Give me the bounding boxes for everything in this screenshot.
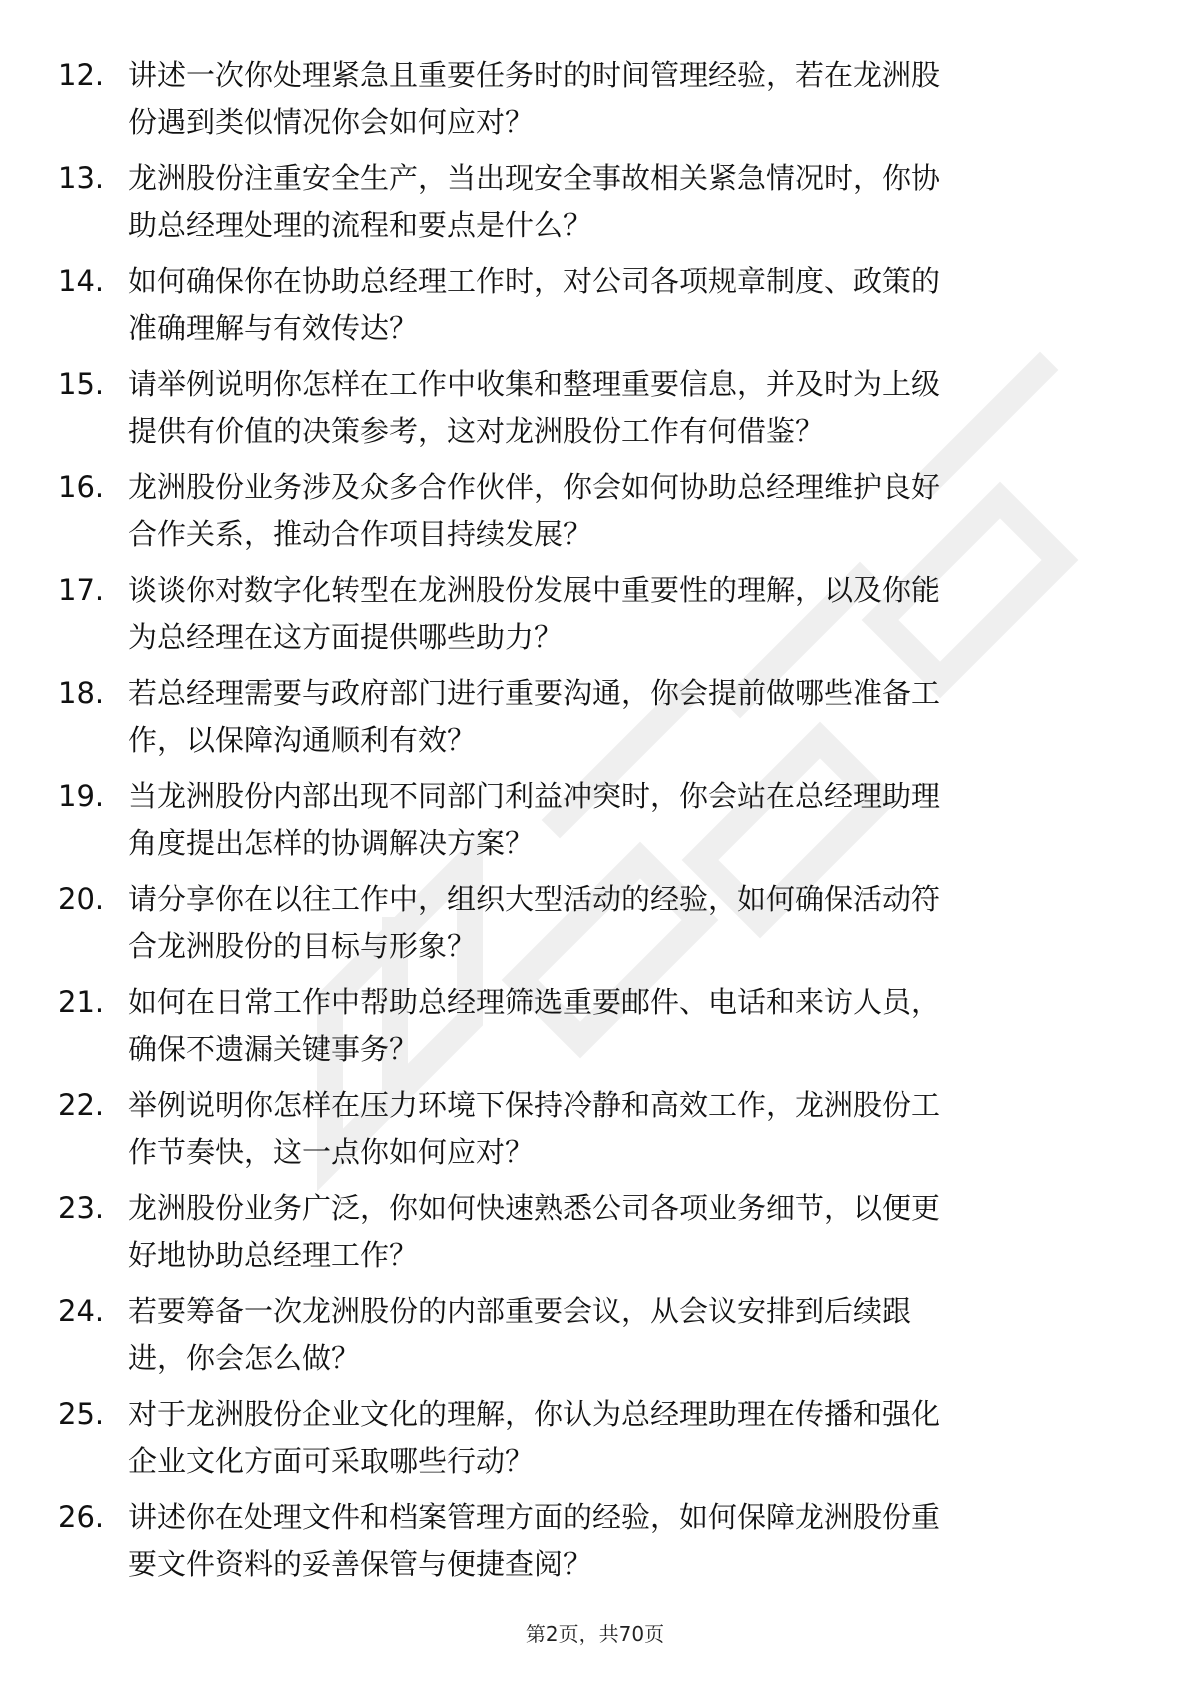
question-line: 进，你会怎么做？ bbox=[128, 1341, 361, 1375]
question-line: 举例说明你怎样在压力环境下保持冷静和高效工作，龙洲股份工 bbox=[128, 1088, 941, 1122]
question-text bbox=[128, 670, 1108, 764]
question-line: 要文件资料的妥善保管与便捷查阅？ bbox=[128, 1547, 593, 1581]
question-line: 助总经理处理的流程和要点是什么？ bbox=[128, 208, 593, 242]
question-text bbox=[128, 1391, 1108, 1485]
question-number: 12. bbox=[58, 58, 105, 92]
question-line: 准确理解与有效传达？ bbox=[128, 311, 419, 345]
question-item bbox=[0, 670, 1190, 773]
question-text bbox=[128, 361, 1108, 455]
question-line: 作，以保障沟通顺利有效？ bbox=[128, 723, 477, 757]
question-line: 若总经理需要与政府部门进行重要沟通，你会提前做哪些准备工 bbox=[128, 676, 941, 710]
question-line: 作节奏快，这一点你如何应对？ bbox=[128, 1135, 535, 1169]
question-item bbox=[0, 52, 1190, 155]
question-line: 角度提出怎样的协调解决方案？ bbox=[128, 826, 535, 860]
question-text bbox=[128, 258, 1108, 352]
page-footer bbox=[0, 1620, 1190, 1648]
question-text bbox=[128, 1082, 1108, 1176]
question-item bbox=[0, 155, 1190, 258]
question-line: 合龙洲股份的目标与形象？ bbox=[128, 929, 477, 963]
page-number-label: 第2页，共70页 bbox=[525, 1622, 665, 1646]
question-number: 25. bbox=[58, 1397, 105, 1431]
question-text bbox=[128, 979, 1108, 1073]
question-text bbox=[128, 1185, 1108, 1279]
question-list bbox=[0, 52, 1190, 1597]
question-line: 对于龙洲股份企业文化的理解，你认为总经理助理在传播和强化 bbox=[128, 1397, 941, 1431]
question-line: 如何在日常工作中帮助总经理筛选重要邮件、电话和来访人员， bbox=[128, 985, 941, 1019]
question-line: 龙洲股份注重安全生产，当出现安全事故相关紧急情况时，你协 bbox=[128, 161, 941, 195]
question-number: 18. bbox=[58, 676, 105, 710]
question-item bbox=[0, 464, 1190, 567]
question-number: 13. bbox=[58, 161, 105, 195]
question-line: 企业文化方面可采取哪些行动？ bbox=[128, 1444, 535, 1478]
question-number: 26. bbox=[58, 1500, 105, 1534]
question-text bbox=[128, 1288, 1108, 1382]
question-line: 如何确保你在协助总经理工作时，对公司各项规章制度、政策的 bbox=[128, 264, 941, 298]
question-item bbox=[0, 567, 1190, 670]
question-line: 龙洲股份业务涉及众多合作伙伴，你会如何协助总经理维护良好 bbox=[128, 470, 941, 504]
question-line: 讲述一次你处理紧急且重要任务时的时间管理经验，若在龙洲股 bbox=[128, 58, 941, 92]
question-line: 谈谈你对数字化转型在龙洲股份发展中重要性的理解，以及你能 bbox=[128, 573, 941, 607]
question-number: 17. bbox=[58, 573, 105, 607]
question-number: 22. bbox=[58, 1088, 105, 1122]
question-item bbox=[0, 979, 1190, 1082]
question-text bbox=[128, 567, 1108, 661]
question-number: 23. bbox=[58, 1191, 105, 1225]
question-item bbox=[0, 1494, 1190, 1597]
question-line: 确保不遗漏关键事务？ bbox=[128, 1032, 419, 1066]
question-number: 24. bbox=[58, 1294, 105, 1328]
question-item bbox=[0, 361, 1190, 464]
question-item bbox=[0, 1082, 1190, 1185]
question-item bbox=[0, 876, 1190, 979]
question-line: 请分享你在以往工作中，组织大型活动的经验，如何确保活动符 bbox=[128, 882, 941, 916]
question-text bbox=[128, 464, 1108, 558]
question-number: 14. bbox=[58, 264, 105, 298]
question-item bbox=[0, 1288, 1190, 1391]
question-item bbox=[0, 773, 1190, 876]
question-line: 合作关系，推动合作项目持续发展？ bbox=[128, 517, 593, 551]
question-text bbox=[128, 155, 1108, 249]
question-line: 若要筹备一次龙洲股份的内部重要会议，从会议安排到后续跟 bbox=[128, 1294, 912, 1328]
question-text bbox=[128, 1494, 1108, 1588]
question-text bbox=[128, 773, 1108, 867]
question-number: 20. bbox=[58, 882, 105, 916]
question-number: 16. bbox=[58, 470, 105, 504]
question-line: 提供有价值的决策参考，这对龙洲股份工作有何借鉴？ bbox=[128, 414, 825, 448]
question-item bbox=[0, 258, 1190, 361]
question-item bbox=[0, 1185, 1190, 1288]
question-line: 龙洲股份业务广泛，你如何快速熟悉公司各项业务细节，以便更 bbox=[128, 1191, 941, 1225]
question-number: 15. bbox=[58, 367, 105, 401]
question-line: 当龙洲股份内部出现不同部门利益冲突时，你会站在总经理助理 bbox=[128, 779, 941, 813]
question-line: 讲述你在处理文件和档案管理方面的经验，如何保障龙洲股份重 bbox=[128, 1500, 941, 1534]
question-number: 19. bbox=[58, 779, 105, 813]
question-number: 21. bbox=[58, 985, 105, 1019]
question-text bbox=[128, 52, 1108, 146]
question-item bbox=[0, 1391, 1190, 1494]
question-line: 份遇到类似情况你会如何应对？ bbox=[128, 105, 535, 139]
question-line: 好地协助总经理工作？ bbox=[128, 1238, 419, 1272]
question-line: 为总经理在这方面提供哪些助力？ bbox=[128, 620, 564, 654]
question-text bbox=[128, 876, 1108, 970]
question-line: 请举例说明你怎样在工作中收集和整理重要信息，并及时为上级 bbox=[128, 367, 941, 401]
